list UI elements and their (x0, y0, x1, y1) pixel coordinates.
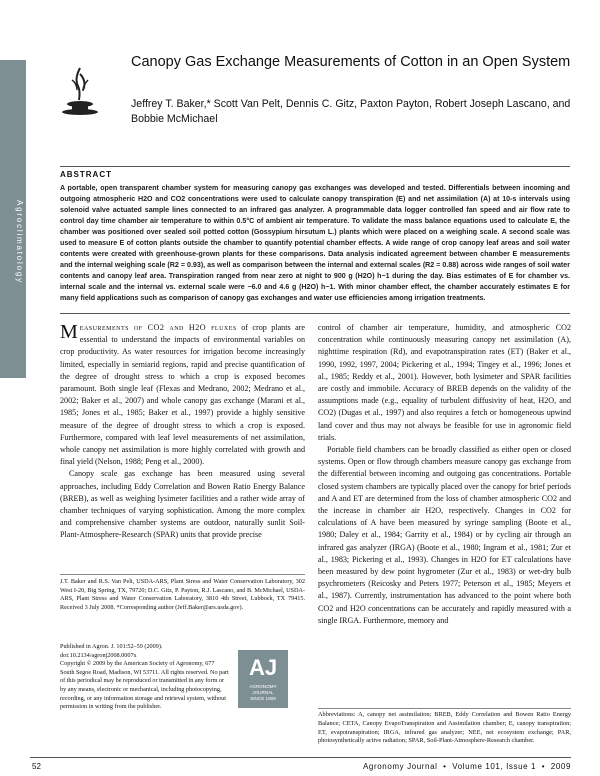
body-paragraph: Portable field chambers can be broadly classified as either open or closed systems. Open or flow through chambers measure canopy gas exchange from the differential between incoming and outgoing gas concentrations. Portable closed system chambers are typically placed over the canopy for brief periods and A and ET are determined from the loss of chamber atmospheric CO2 and the increase in chamber air H2O, respectively. Changes in CO2 for calculations of A have been measured by syringe sampling (Boote et al., 1980; Daley et al., 1984; Garrity et al., 1984) or by cycling air through an infrared gas analyzer (IRGA) (Boote et al., 1980; Ingram et al., 1981; Zur et al., 1983; Pickering et al., 1993). Changes in H2O for ET calculations have been measured by dew point hygrometer (Zur et al., 1983) or wet-dry bulb psychrometers (Reicosky and Peters 1977; Peterson et al., 1985; Meyers et al., 1987). Currently, instrumentation has advanced to the point where both CO2 and H2O concentrations can be accurately and rapidly measured with a single IRGA. Furthermore, memory and (318, 445, 571, 625)
article-title: Canopy Gas Exchange Measurements of Cotton in an Open System (131, 54, 571, 70)
footer-rule (30, 757, 571, 758)
journal-footer: Agronomy Journal • Volume 101, Issue 1 • 2009 (363, 762, 571, 771)
logo-caption: AGRONOMY JOURNAL SINCE 1908 (249, 684, 277, 701)
publication-info: Published in Agron. J. 101:52–59 (2009). doi:10.2134/agronj2008.0007x Copyright © 2009 by the American Society of Agronomy, 677 South Segoe Road, Madison, WI 53711. All rights reserved. No part of this periodical may be reproduced or transmitted in any form or by any means, electronic or mechanical, including photocopying, recording, or any information storage and retrieval system, without permission in writing from the publisher. (60, 643, 229, 711)
body-column-right (318, 322, 571, 627)
abstract-top-rule (60, 166, 570, 167)
section-tab (0, 60, 26, 378)
abbreviations-rule (318, 708, 571, 709)
body-paragraph: Canopy scale gas exchange has been measured using several approaches, including Eddy Correlation and Bowen Ratio Energy Balance (BREB), as well as weighing lysimeter facilities and a rather wide array of chamber techniques of varying sophistication. Among the more complex and comprehensive chamber systems are outdoor, naturally sunlit Soil-Plant-Atmosphere-Research (SPAR) units that provide precise (60, 469, 305, 540)
logo-mark: AJ (248, 655, 278, 680)
intro-text: of crop plants are essential to understand the impacts of environmental variables on crop productivity. As water resources for irrigation become increasingly limited, especially in semiarid regions, rapid and precise quantification of the degree of drought stress to which a crop is exposed becomes paramount. Both single leaf (Flexas and Medrano, 2002; Medrano et al., 2002; Baker et al., 2007) and whole canopy gas exchange (Marani et al., 1985; Jones et al., 1985; Baker et al., 1997) provide a highly sensitive measure of the degree of drought stress to which a crop is exposed. Furthermore, compared with leaf level measurements of net assimilation, whole canopy net assimilation is more highly correlated with growth and final yield (Nelson, 1988; Peng et al., 2000). (60, 323, 305, 467)
section-tab-label: Agroclimatology (15, 200, 24, 284)
footnote-rule (60, 574, 305, 575)
abstract-text: A portable, open transparent chamber system for measuring canopy gas exchanges was developed and tested. Differentials between incoming and outgoing atmospheric H2O and CO2 concentrations were used to calculate canopy transpiration (E) and net assimilation (A) at 10-s intervals using solenoid valve actuated sample lines connected to an infrared gas analyzer. A programmable data logger controlled fan speed and air flow rate to control day time chamber air temperature to within 0.5°C of ambient air temperature. To validate the mass balance equations used to calculate E, the chamber was positioned over sealed soil potted cotton (Gossypium hirsutum L.) plants which were placed on a weighing scale. A second scale was used to measure E of cotton plants outside the chamber to quantify potential chamber effects. A wide range of crop canopy leaf areas and soil water contents were created with greenhouse-grown plants for these comparisons. Data analysis indicated agreement between chamber E measurements and the internal weighing scale (R2 = 0.93), as well as comparison between the internal and external scales (R2 = 0.88) across wide ranges of soil water contents and canopy leaf area. Transpiration ranged from near zero at night to 900 g (H2O) h−1 during the day. Bias estimates of E for chamber vs. internal scale and the internal vs. external scale were −6.0 and 4.6 g (H2O) h−1. With minor chamber effect, the chamber accurately estimates E for many field applications such as comparison of canopy gas exchanges and water use efficiencies among irrigation treatments. (60, 184, 570, 302)
journal-emblem-icon (50, 60, 110, 120)
drop-cap: M (60, 321, 78, 343)
lead-in: easurements of CO2 and H2O fluxes (79, 323, 237, 332)
intro-paragraph (60, 322, 305, 468)
author-affiliation: J.T. Baker and R.S. Van Pelt, USDA-ARS, Plant Stress and Water Conservation Laboratory, 302 West I-20, Big Spring, TX, 79720; D.C. Gitz, P. Payton, R.J. Lascano, and B. McMichael, USDA-ARS, Plant Stress and Water Conservation Laboratory, 3810 4th Street, Lubbock, TX 79415. Received 3 July 2008. *Corresponding author (Jeff.Baker@ars.usda.gov). (60, 578, 305, 611)
page-number: 52 (32, 762, 41, 771)
body-paragraph: control of chamber air temperature, humidity, and atmospheric CO2 concentration while continuously measuring canopy net assimilation (A), nighttime respiration (Rd), and evapotranspiration rates (ET) (Baker et al., 1990, 1992, 1997, 2004; Pickering et al., 1994; Tingey et al., 1996; Jones et al., 1985; Reddy et al., 2001). However, both lysimeter and SPAR facilities are costly and immobile. Accuracy of BREB depends on the validity of the assumptions made (e.g., equality of turbulent diffusivity of heat, H2O, and CO2) (Dugas et al., 1997) and also requires a fetch or homogeneous upwind land cover and thus may not always be feasible for use in agronomic field trials. (318, 323, 571, 442)
agronomy-journal-logo (238, 650, 288, 708)
body-column-left (60, 322, 305, 542)
author-list: Jeffrey T. Baker,* Scott Van Pelt, Dennis C. Gitz, Paxton Payton, Robert Joseph Lascano, and Bobbie McMichael (131, 98, 571, 125)
abbreviations: Abbreviations: A, canopy net assimilation; BREB, Eddy Correlation and Bowen Ratio Energy Balance; CETA, Canopy EvapoTranspiration and Assimilation chamber; E, canopy transpiration; ET, evapotranspiration; IRGA, infrared gas analyzer; NEE, net ecosystem exchange; PAR, photosynthetically active radiation; SPAR, Soil-Plant-Atmosphere-Research chamber. (318, 711, 571, 745)
abstract-bottom-rule (60, 313, 570, 314)
abstract-heading: ABSTRACT (60, 170, 112, 179)
